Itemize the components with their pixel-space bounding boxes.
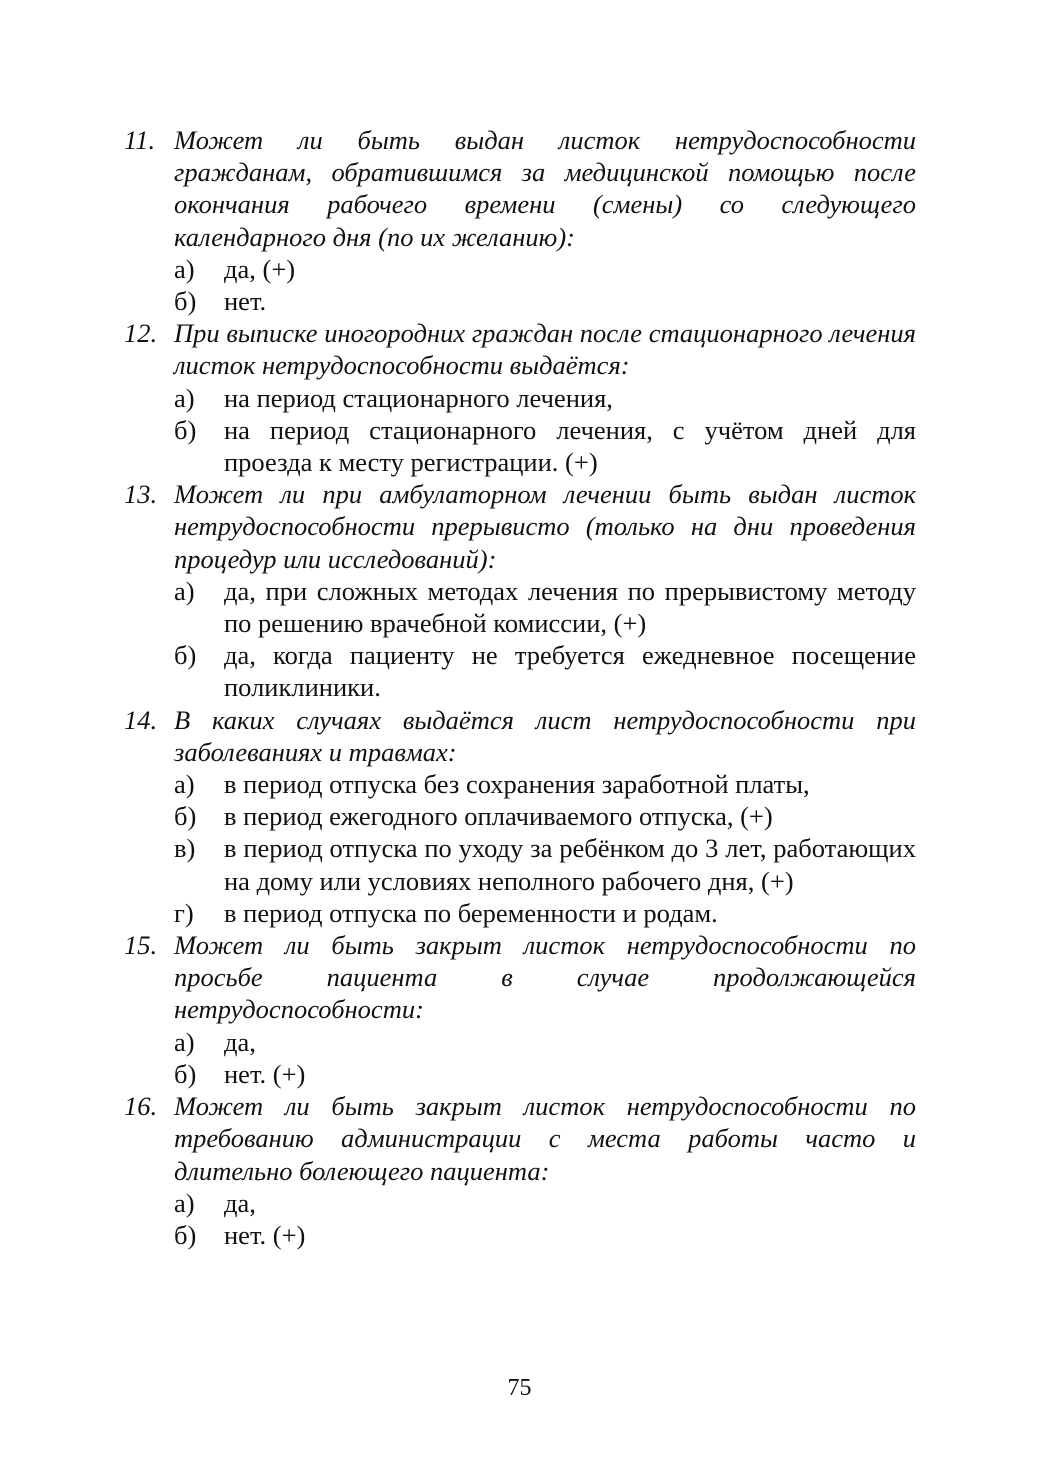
answer-option (124, 639, 916, 703)
answer-label: а) (174, 382, 195, 413)
page-number: 75 (507, 1375, 532, 1401)
question-text: Может ли при амбулаторном лечении быть выдан листок нетрудоспособности прерывисто (только на дни проведения процедур или исследований): (174, 479, 916, 574)
question-text: Может ли быть закрыт листок нетрудоспособности по просьбе пациента в случае продолжающейся нетрудоспособности: (174, 930, 916, 1025)
answer-text: на период стационарного лечения, (224, 382, 613, 413)
answer-option (124, 253, 916, 285)
answer-option (124, 1058, 916, 1090)
answer-label: б) (174, 1219, 197, 1250)
answer-option (124, 285, 916, 317)
answer-option (124, 800, 916, 832)
question-number: 11. (124, 125, 156, 155)
question-number: 15. (124, 930, 158, 961)
question-number: 14. (124, 704, 158, 735)
question-number: 16. (124, 1091, 158, 1122)
question-text: Может ли быть закрыт листок нетрудоспособности по требованию администрации с места работы часто и длительно болеющего пациента: (174, 1091, 916, 1186)
answer-option (124, 832, 916, 896)
answer-option (124, 768, 916, 800)
answer-label: а) (174, 1187, 195, 1218)
question-11 (124, 124, 916, 253)
answer-option (124, 1026, 916, 1058)
answer-label: а) (174, 575, 195, 606)
answer-text: да, (+) (224, 253, 296, 284)
answer-text: в период отпуска без сохранения заработной платы, (224, 769, 810, 800)
answer-text: в период отпуска по беременности и родам. (224, 897, 718, 928)
answer-text: да, когда пациенту не требуется ежедневное посещение поликлиники. (224, 640, 916, 703)
question-15 (124, 929, 916, 1026)
answer-text: да, при сложных методах лечения по прерывистому методу по решению врачебной комиссии, (+) (224, 575, 916, 639)
answer-option (124, 1219, 916, 1251)
answer-text: нет. (+) (224, 1219, 306, 1250)
answer-label: б) (174, 414, 197, 445)
answer-label: б) (174, 286, 197, 317)
answer-text: на период стационарного лечения, с учётом дней для проезда к месту регистрации. (+) (224, 414, 916, 478)
answer-label: в) (174, 833, 196, 864)
question-list (124, 124, 916, 1251)
question-13 (124, 478, 916, 575)
question-text: В каких случаях выдаётся лист нетрудоспособности при заболеваниях и травмах: (174, 704, 916, 767)
answer-text: в период ежегодного оплачиваемого отпуска, (+) (224, 801, 773, 832)
answer-text: нет. (+) (224, 1058, 306, 1089)
answer-option (124, 1187, 916, 1219)
answer-label: а) (174, 769, 195, 800)
answer-label: г) (174, 897, 194, 928)
answer-text: нет. (224, 286, 267, 317)
question-14 (124, 704, 916, 768)
answer-option (124, 414, 916, 478)
answer-label: б) (174, 640, 197, 671)
answer-label: б) (174, 1058, 197, 1089)
answer-option (124, 382, 916, 414)
answer-text: в период отпуска по уходу за ребёнком до 3 лет, работающих на дому или условиях неполного рабочего дня, (+) (224, 833, 916, 896)
answer-label: а) (174, 1026, 195, 1057)
question-text: При выписке иногородних граждан после стационарного лечения листок нетрудоспособности выдаётся: (174, 318, 916, 381)
question-number: 12. (124, 318, 158, 349)
question-text: Может ли быть выдан листок нетрудоспособности гражданам, обратившимся за медицинской помощью после окончания рабочего времени (смены) со следующего календарного дня (по их желанию): (174, 125, 916, 252)
answer-label: а) (174, 253, 195, 284)
question-12 (124, 317, 916, 381)
answer-option (124, 897, 916, 929)
answer-label: б) (174, 801, 197, 832)
question-16 (124, 1090, 916, 1187)
answer-option (124, 575, 916, 639)
question-number: 13. (124, 479, 158, 510)
answer-text: да, (224, 1026, 256, 1057)
answer-text: да, (224, 1187, 256, 1218)
